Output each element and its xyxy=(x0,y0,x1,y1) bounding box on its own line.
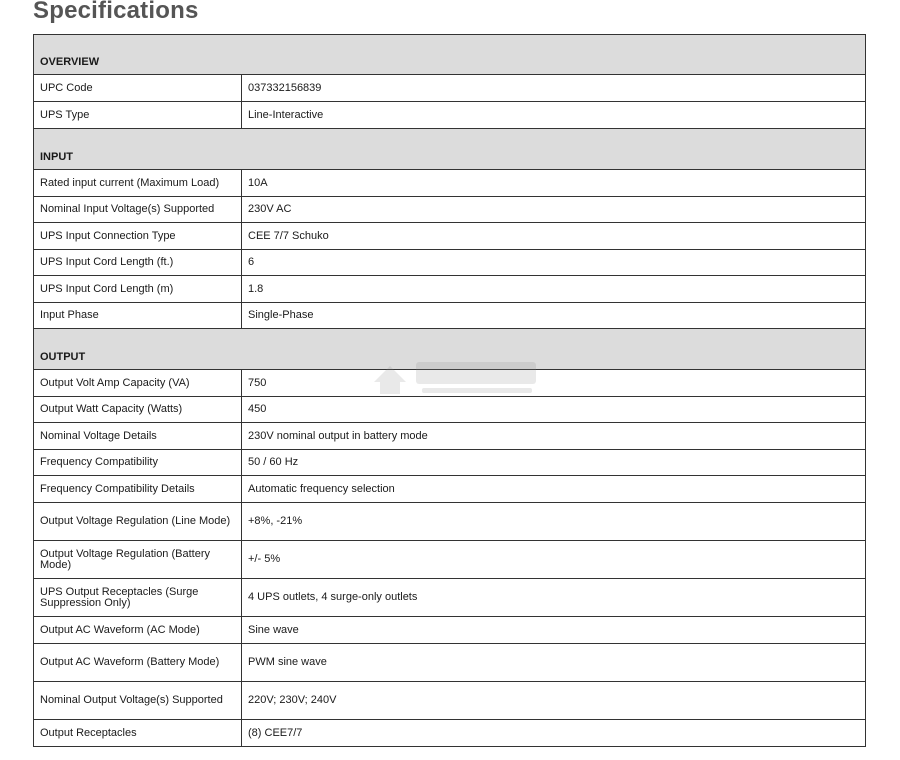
watermark-logo-icon xyxy=(370,352,542,398)
spec-label: Output Voltage Regulation (Battery Mode) xyxy=(34,541,242,579)
table-row xyxy=(34,682,866,720)
spec-label: Nominal Input Voltage(s) Supported xyxy=(34,197,242,223)
spec-label: UPS Input Connection Type xyxy=(34,223,242,250)
spec-label: Frequency Compatibility xyxy=(34,450,242,476)
table-row xyxy=(34,503,866,541)
spec-value: 50 / 60 Hz xyxy=(242,450,866,476)
section-title: OUTPUT xyxy=(34,329,866,370)
table-row xyxy=(34,541,866,579)
spec-value: Line-Interactive xyxy=(242,102,866,129)
table-row xyxy=(34,102,866,129)
spec-value: 220V; 230V; 240V xyxy=(242,682,866,720)
section-title: OVERVIEW xyxy=(34,35,866,75)
spec-value: 6 xyxy=(242,250,866,276)
spec-label: Nominal Voltage Details xyxy=(34,423,242,450)
spec-value: 4 UPS outlets, 4 surge-only outlets xyxy=(242,579,866,617)
table-row xyxy=(34,197,866,223)
section-header xyxy=(34,129,866,170)
section-title: INPUT xyxy=(34,129,866,170)
spec-value: +/- 5% xyxy=(242,541,866,579)
table-row xyxy=(34,223,866,250)
table-row xyxy=(34,617,866,644)
spec-value: 230V nominal output in battery mode xyxy=(242,423,866,450)
table-row xyxy=(34,423,866,450)
spec-label: UPS Input Cord Length (ft.) xyxy=(34,250,242,276)
table-row xyxy=(34,450,866,476)
spec-value: 10A xyxy=(242,170,866,197)
spec-value: CEE 7/7 Schuko xyxy=(242,223,866,250)
spec-label: Output AC Waveform (AC Mode) xyxy=(34,617,242,644)
spec-label: UPS Type xyxy=(34,102,242,129)
spec-label: Output Voltage Regulation (Line Mode) xyxy=(34,503,242,541)
spec-value: Automatic frequency selection xyxy=(242,476,866,503)
spec-value: (8) CEE7/7 xyxy=(242,720,866,747)
spec-label: Nominal Output Voltage(s) Supported xyxy=(34,682,242,720)
spec-value: Single-Phase xyxy=(242,303,866,329)
spec-value: 1.8 xyxy=(242,276,866,303)
spec-value: 450 xyxy=(242,397,866,423)
table-row xyxy=(34,720,866,747)
table-row xyxy=(34,476,866,503)
table-row xyxy=(34,397,866,423)
spec-label: Output Receptacles xyxy=(34,720,242,747)
spec-value: Sine wave xyxy=(242,617,866,644)
spec-label: UPC Code xyxy=(34,75,242,102)
spec-value: 230V AC xyxy=(242,197,866,223)
spec-label: Output AC Waveform (Battery Mode) xyxy=(34,644,242,682)
table-row xyxy=(34,579,866,617)
table-row xyxy=(34,303,866,329)
table-row xyxy=(34,644,866,682)
table-row xyxy=(34,276,866,303)
spec-label: Input Phase xyxy=(34,303,242,329)
spec-value: 037332156839 xyxy=(242,75,866,102)
spec-value: 750 xyxy=(242,370,866,397)
table-row xyxy=(34,250,866,276)
table-row xyxy=(34,75,866,102)
spec-label: Frequency Compatibility Details xyxy=(34,476,242,503)
spec-label: UPS Input Cord Length (m) xyxy=(34,276,242,303)
table-row xyxy=(34,170,866,197)
spec-label: Output Watt Capacity (Watts) xyxy=(34,397,242,423)
spec-label: Rated input current (Maximum Load) xyxy=(34,170,242,197)
spec-label: UPS Output Receptacles (Surge Suppression Only) xyxy=(34,579,242,617)
spec-value: PWM sine wave xyxy=(242,644,866,682)
spec-label: Output Volt Amp Capacity (VA) xyxy=(34,370,242,397)
spec-value: +8%, -21% xyxy=(242,503,866,541)
page-title: Specifications xyxy=(33,0,199,24)
section-header xyxy=(34,35,866,75)
